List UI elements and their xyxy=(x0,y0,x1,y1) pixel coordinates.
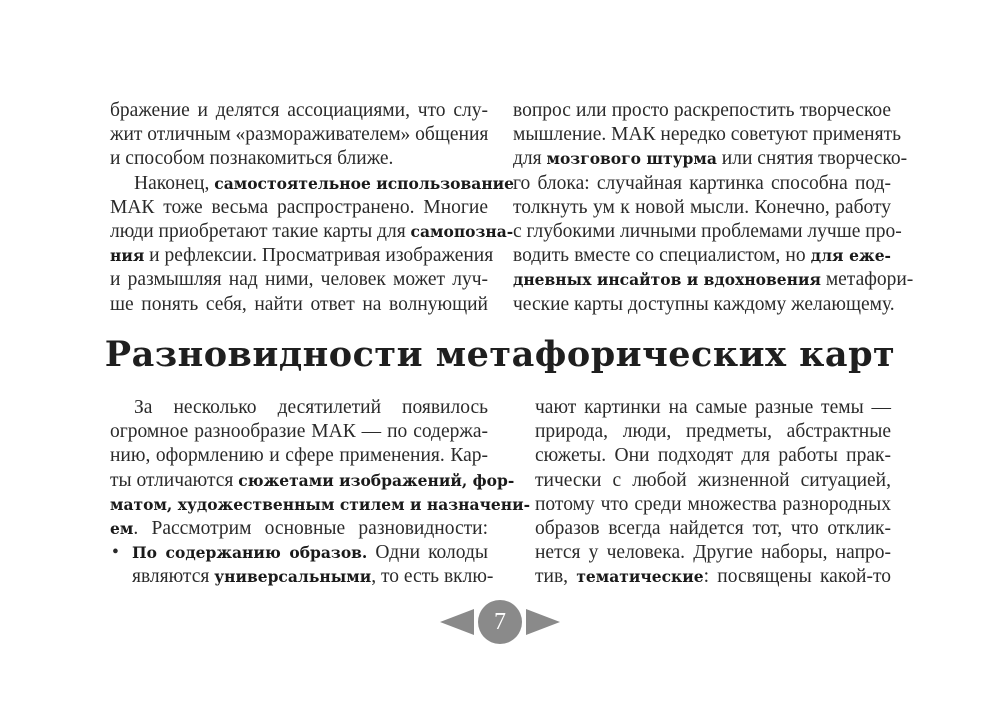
text-segment: образов всегда найдется тот, что отклик- xyxy=(535,517,891,539)
bold-term: самопозна- xyxy=(410,221,514,241)
text-segment: метафори- xyxy=(820,269,914,291)
text-line xyxy=(110,123,488,147)
text-segment: го блока: случайная картинка способна под- xyxy=(513,172,891,194)
text-line xyxy=(513,444,891,468)
text-line xyxy=(110,517,488,541)
bold-term: дневных инсайтов и вдохновения xyxy=(513,270,821,290)
text-line xyxy=(110,469,515,493)
text-segment: для xyxy=(513,148,547,170)
page-navigation xyxy=(440,600,560,644)
bold-term: универсальными xyxy=(214,567,372,587)
bold-term: для еже- xyxy=(810,246,891,266)
text-segment: природа, люди, предметы, абстрактные xyxy=(535,421,891,443)
text-line xyxy=(110,293,488,317)
bold-term: мозгового штурма xyxy=(546,149,717,169)
text-line xyxy=(110,220,514,244)
text-segment: тив, xyxy=(535,566,577,588)
text-segment: являются xyxy=(132,566,215,588)
text-segment: , то есть вклю- xyxy=(371,566,494,588)
text-line xyxy=(513,268,914,292)
bold-term: ния xyxy=(110,246,145,266)
text-line xyxy=(110,244,494,268)
page-number: 7 xyxy=(478,600,522,644)
text-segment: нию, оформлению и сфере применения. Кар- xyxy=(110,445,488,467)
bold-term: тематические xyxy=(576,567,704,587)
text-segment: Наконец, xyxy=(134,172,215,194)
text-segment: МАК тоже весьма распространено. Многие xyxy=(110,196,488,218)
text-line xyxy=(513,541,891,565)
text-segment: и размышляя над ними, человек может луч- xyxy=(110,269,488,291)
text-line xyxy=(513,396,891,420)
column-top-right xyxy=(513,99,914,317)
text-line xyxy=(110,172,515,196)
text-segment: : посвящены какой-то xyxy=(703,566,891,588)
text-segment: тически с любой жизненной ситуацией, xyxy=(535,469,891,491)
text-segment: и рефлексии. Просматривая изображения xyxy=(144,245,494,267)
bullet-list-item-line xyxy=(110,541,488,565)
text-segment: с глубокими личными проблемами лучше про- xyxy=(513,220,902,242)
text-line xyxy=(110,565,494,589)
bold-term: По содержанию образов. xyxy=(132,543,368,563)
text-segment: ческие карты доступны каждому желающему. xyxy=(513,293,895,315)
bold-term: матом, художественным стилем и назначени- xyxy=(110,494,531,514)
bullet-icon: • xyxy=(112,542,119,564)
prev-page-arrow-icon[interactable] xyxy=(440,609,474,635)
bold-term: сюжетами изображений, фор- xyxy=(238,470,515,490)
text-line xyxy=(110,396,488,420)
bold-term: ем xyxy=(110,518,134,538)
text-line xyxy=(513,469,891,493)
text-line xyxy=(513,244,891,268)
text-segment: водить вместе со специалистом, но xyxy=(513,245,811,267)
text-segment: жит отличным «размораживателем» общения xyxy=(110,124,489,146)
text-line xyxy=(513,172,891,196)
bold-term: самостоятельное использование xyxy=(214,173,515,193)
text-line xyxy=(513,147,908,171)
text-line xyxy=(513,420,891,444)
text-segment: вопрос или просто раскрепостить творческое xyxy=(513,100,891,121)
column-bottom-left xyxy=(110,396,531,590)
text-segment: . Рассмотрим основные разновидности: xyxy=(133,517,488,539)
text-segment: чают картинки на самые разные темы — xyxy=(535,397,891,418)
text-segment: и способом познакомиться ближе. xyxy=(110,148,394,170)
text-segment: нется у человека. Другие наборы, напро- xyxy=(535,542,891,564)
text-line xyxy=(513,517,891,541)
text-line xyxy=(513,220,902,244)
column-bottom-right xyxy=(513,396,891,590)
text-line xyxy=(513,196,891,220)
text-segment: люди приобретают такие карты для xyxy=(110,220,411,242)
text-segment: сюжеты. Они подходят для работы прак- xyxy=(535,445,891,467)
column-top-left xyxy=(110,99,515,317)
text-line xyxy=(513,99,891,123)
text-line xyxy=(110,268,488,292)
text-line xyxy=(110,444,488,468)
text-segment: или снятия творческо- xyxy=(716,148,908,170)
text-line xyxy=(513,565,891,589)
text-line xyxy=(110,196,488,220)
text-line xyxy=(513,493,891,517)
text-segment: толкнуть ум к новой мысли. Конечно, работу xyxy=(513,196,891,218)
text-segment: потому что среди множества разнородных xyxy=(535,493,891,515)
text-segment: Одни колоды xyxy=(367,542,488,564)
next-page-arrow-icon[interactable] xyxy=(526,609,560,635)
text-line xyxy=(513,123,902,147)
text-segment: За несколько десятилетий появилось xyxy=(134,397,488,418)
text-segment: ше понять себя, найти ответ на волнующий xyxy=(110,293,488,315)
text-segment: бражение и делятся ассоциациями, что слу- xyxy=(110,100,488,121)
text-line xyxy=(110,147,488,171)
text-segment: ты отличаются xyxy=(110,469,239,491)
text-line xyxy=(513,293,895,317)
text-line xyxy=(110,493,531,517)
section-heading: Разновидности метафорических карт xyxy=(104,334,896,375)
text-line xyxy=(110,420,488,444)
text-segment: огромное разнообразие МАК — по содержа- xyxy=(110,421,488,443)
text-line xyxy=(110,99,488,123)
text-segment: мышление. МАК нередко советуют применять xyxy=(513,124,902,146)
